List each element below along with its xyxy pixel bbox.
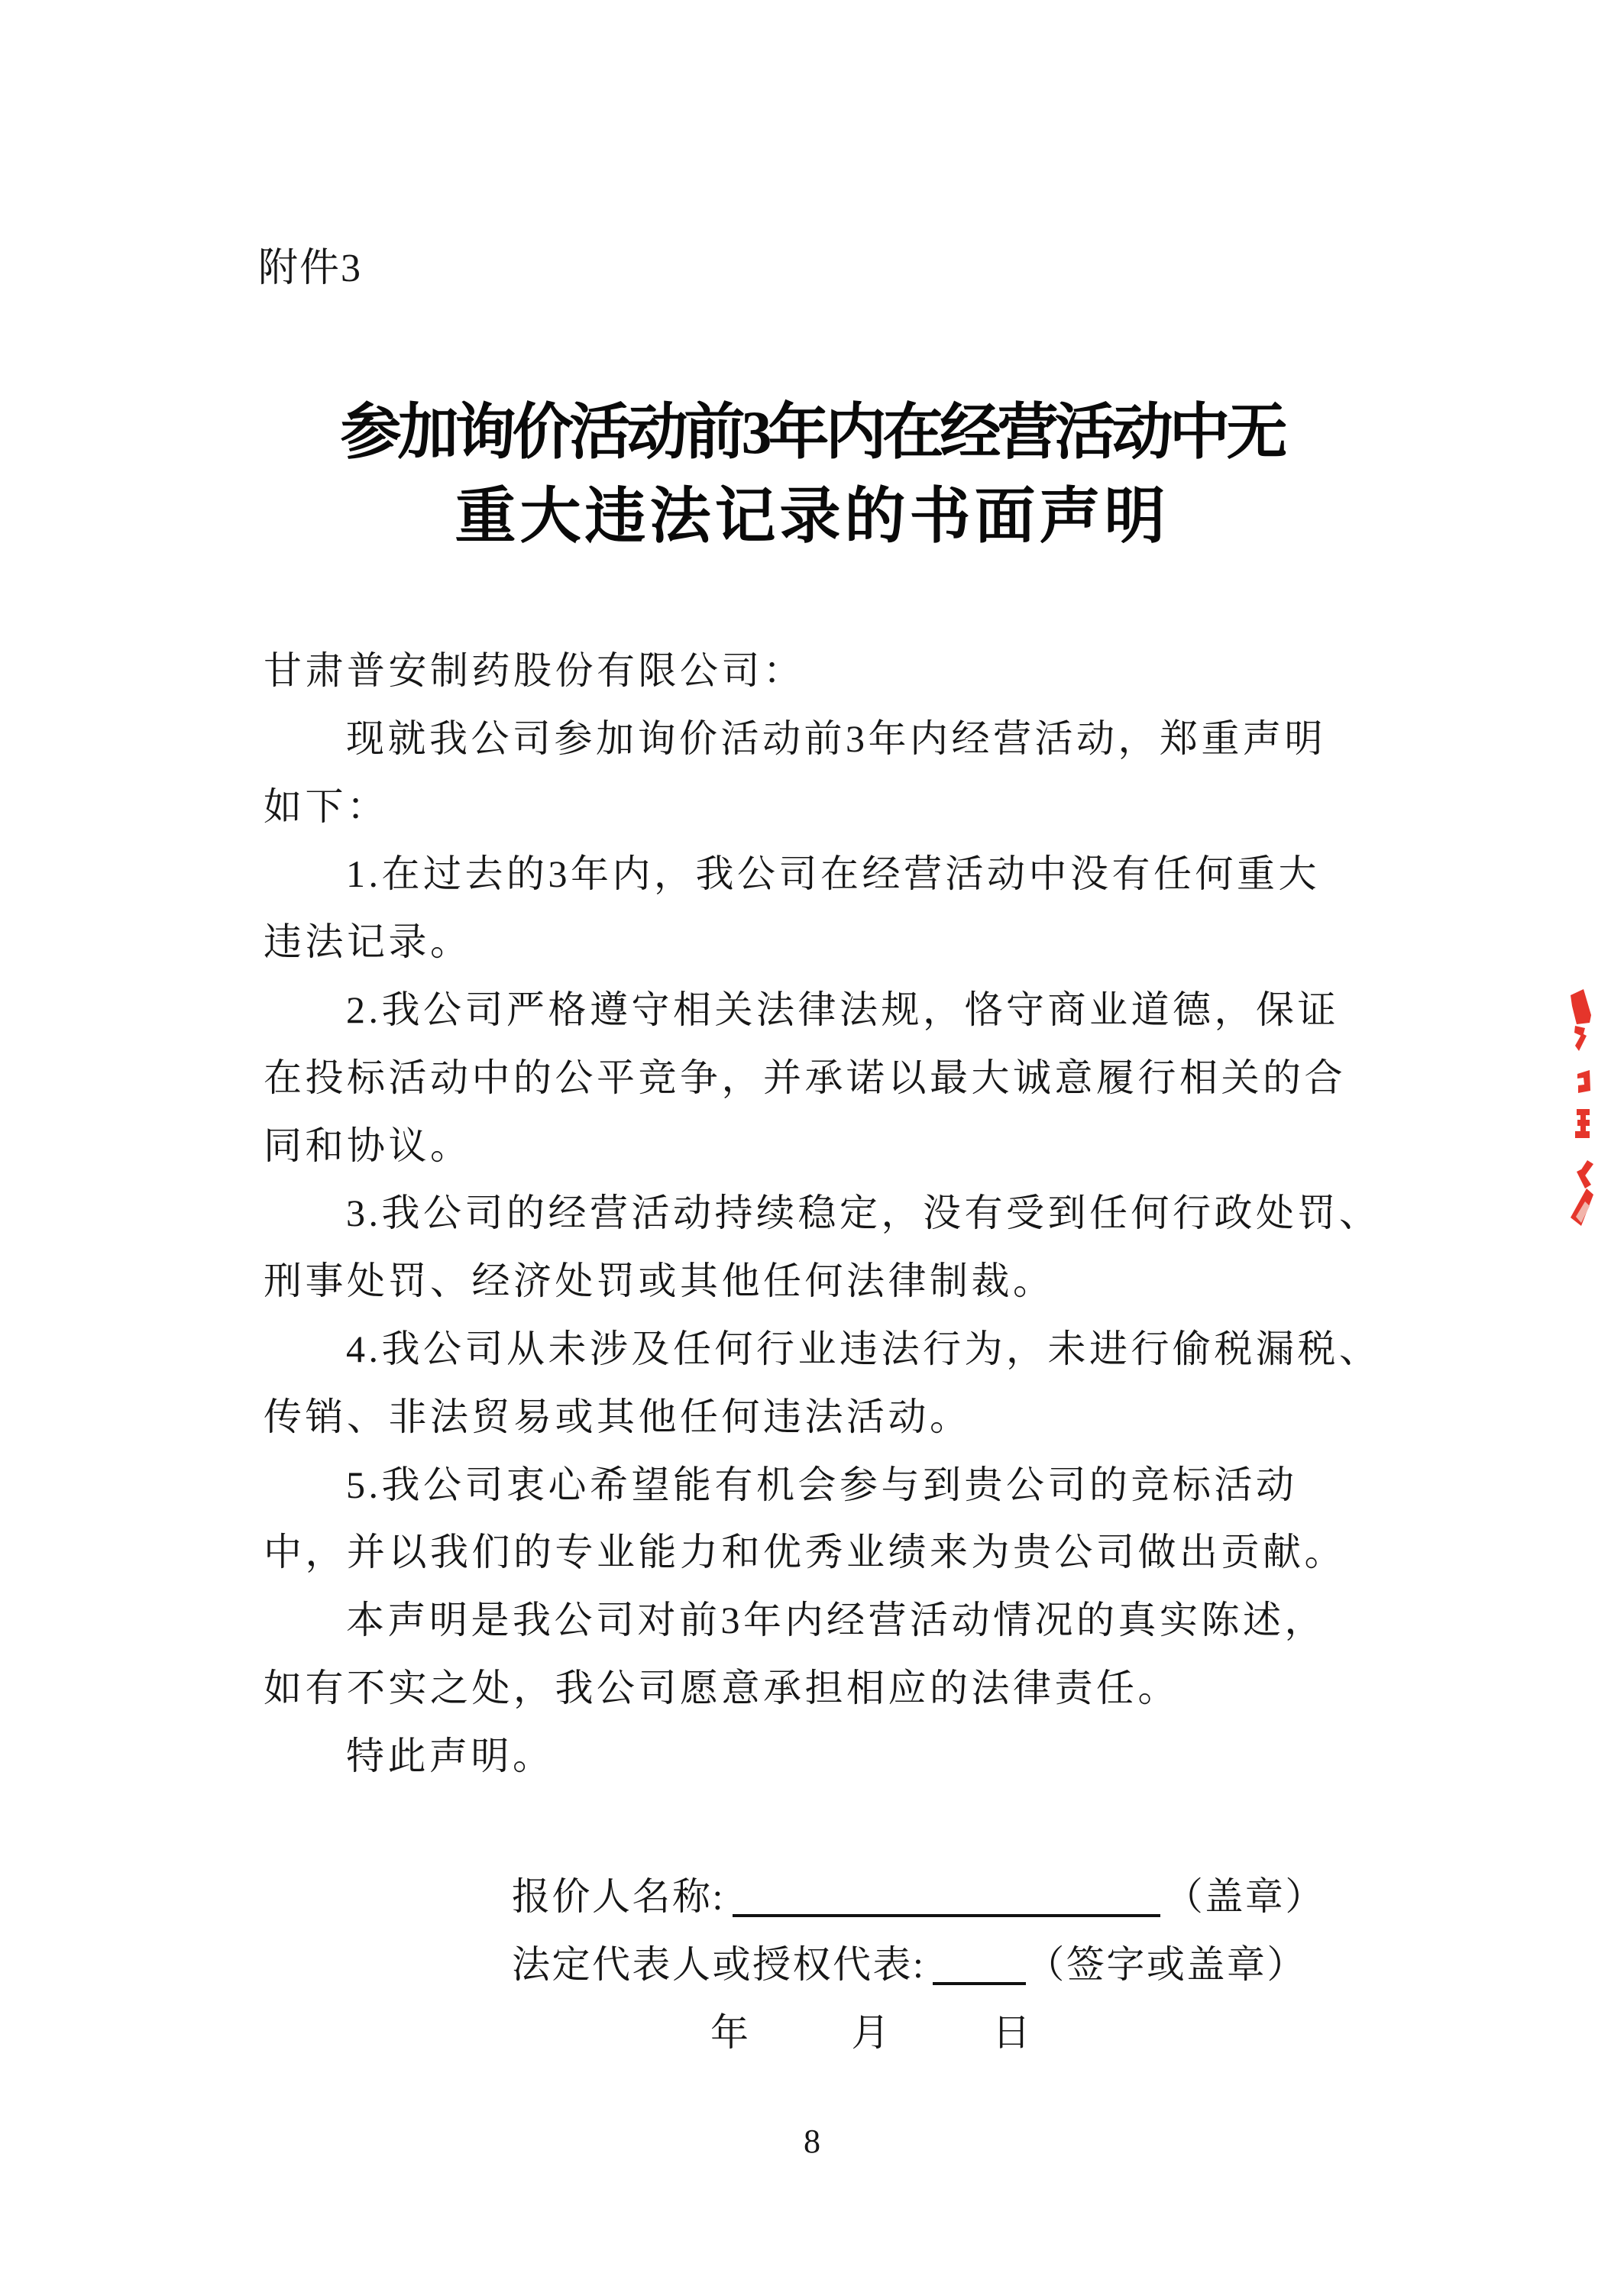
page-number: 8 <box>804 2123 820 2160</box>
legal-rep-label: 法定代表人或授权代表: <box>512 1943 926 1986</box>
body-line-7: 在投标活动中的公平竞争，并承诺以最大诚意履行相关的合 <box>264 1056 1346 1099</box>
body-line-15: 本声明是我公司对前3年内经营活动情况的真实陈述， <box>346 1599 1326 1642</box>
body-line-4: 1.在过去的3年内，我公司在经营活动中没有任何重大 <box>346 852 1320 896</box>
seal-note: （盖章） <box>1164 1875 1325 1918</box>
body-line-1: 甘肃普安制药股份有限公司： <box>264 649 805 692</box>
date-month-label: 月 <box>851 2011 890 2054</box>
body-line-17: 特此声明。 <box>346 1734 555 1777</box>
body-line-5: 违法记录。 <box>264 920 472 964</box>
date-year-label: 年 <box>710 2011 749 2054</box>
body-line-3: 如下： <box>264 784 389 828</box>
body-line-9: 3.我公司的经营活动持续稳定，没有受到任何行政处罚、 <box>346 1192 1381 1235</box>
body-line-12: 传销、非法贸易或其他任何违法活动。 <box>264 1395 972 1438</box>
body-line-2: 现就我公司参加询价活动前3年内经营活动，郑重声明 <box>346 716 1326 760</box>
quoter-name-label: 报价人名称: <box>512 1875 725 1918</box>
document-title <box>0 391 1624 559</box>
declaration-body <box>264 637 1381 1790</box>
document-title-line1: 参加询价活动前3年内在经营活动中无 <box>340 399 1284 467</box>
legal-rep-row <box>512 1941 1307 1988</box>
document-title-line2: 重大违法记录的书面声明 <box>455 483 1169 551</box>
body-line-13: 5.我公司衷心希望能有机会参与到贵公司的竞标活动 <box>346 1463 1298 1506</box>
body-line-16: 如有不实之处，我公司愿意承担相应的法律责任。 <box>264 1666 1179 1709</box>
body-line-14: 中，并以我们的专业能力和优秀业绩来为贵公司做出贡献。 <box>264 1531 1346 1574</box>
attachment-label: 附件3 <box>258 247 363 290</box>
body-line-8: 同和协议。 <box>264 1124 472 1167</box>
quoter-name-blank-line <box>733 1874 1160 1917</box>
date-day-label: 日 <box>992 2011 1030 2054</box>
body-line-6: 2.我公司严格遵守相关法律法规，恪守商业道德，保证 <box>346 988 1339 1031</box>
legal-rep-blank-line <box>933 1942 1026 1985</box>
red-seal-edge-fragments-icon <box>1564 988 1624 1232</box>
body-line-11: 4.我公司从未涉及任何行业违法行为，未进行偷税漏税、 <box>346 1327 1381 1370</box>
body-line-10: 刑事处罚、经济处罚或其他任何法律制裁。 <box>264 1260 1055 1303</box>
sign-or-seal-note: （签字或盖章） <box>1026 1943 1307 1986</box>
date-row <box>710 2009 1030 2056</box>
quoter-name-row <box>512 1873 1325 1920</box>
